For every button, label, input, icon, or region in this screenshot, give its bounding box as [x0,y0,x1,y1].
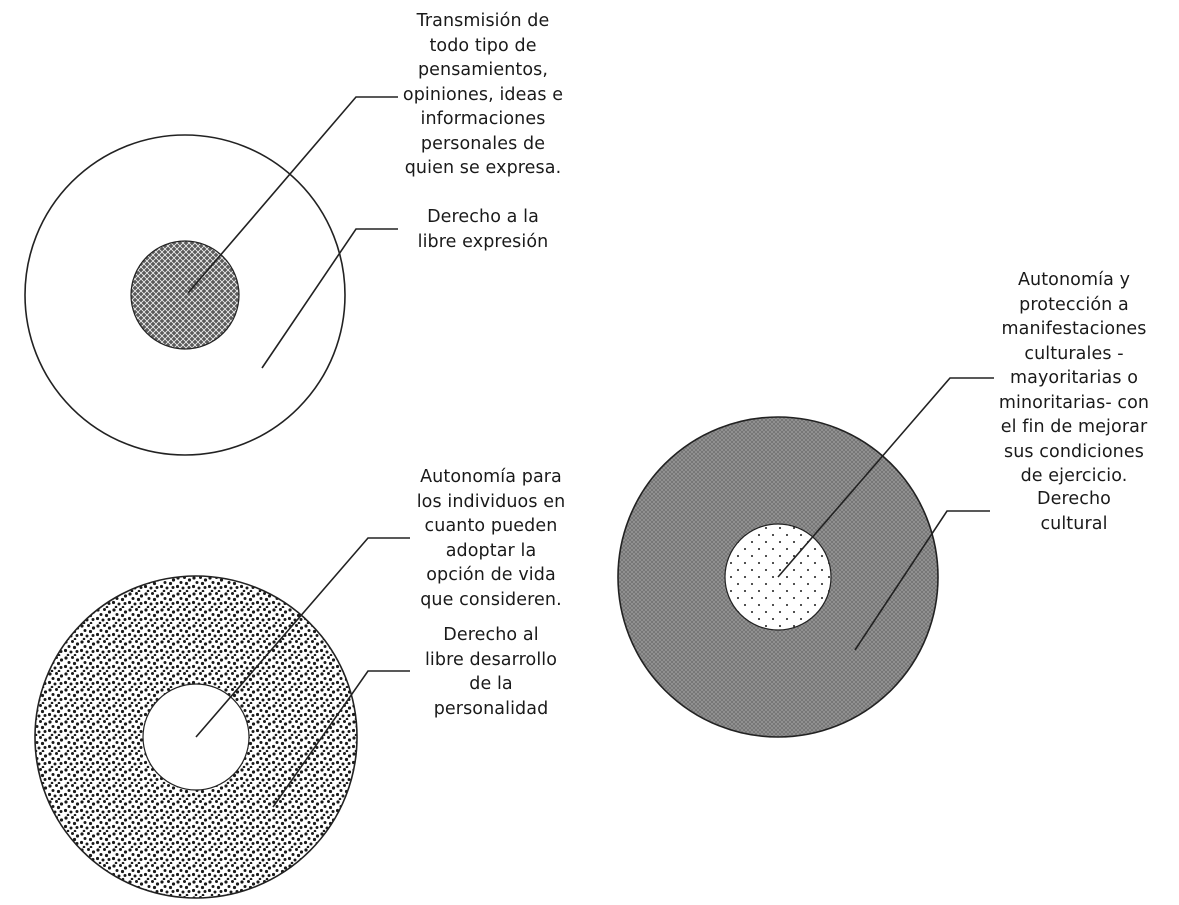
label-line: adoptar la [445,540,537,561]
label-line: Derecho a la [427,207,539,227]
label-line: personalidad [433,698,549,719]
label-line: opción de vida [426,565,556,585]
label-line: pensamientos, [417,60,549,80]
label-line: cultural [1040,513,1108,534]
label-line: el fin de mejorar [1000,417,1148,437]
label-line: sus condiciones [1004,441,1144,462]
label-line: Derecho al [443,625,539,645]
group-cultural [618,378,994,737]
label-derecho-libre-expresion [399,205,567,254]
label-line: protección a [1019,294,1129,315]
label-transmision [399,9,567,181]
label-line: Autonomía y [1017,270,1131,290]
label-line: Autonomía para [420,467,562,487]
label-line: mayoritarias o [1009,368,1139,388]
label-line: Derecho [1037,489,1111,509]
label-line: personales de [420,133,546,154]
label-line: libre desarrollo [424,649,558,670]
label-line: informaciones [420,109,546,129]
label-autonomia-proteccion [991,268,1157,489]
label-line: culturales - [1024,343,1124,364]
inner-circle-libre-expresion [131,241,239,349]
label-line: quien se expresa. [404,158,562,178]
label-line: minoritarias- con [998,392,1150,413]
label-autonomia-individuos [406,465,576,612]
label-line: de la [469,674,513,694]
label-line: los individuos en [416,491,566,512]
label-line: libre expresión [417,231,549,252]
label-derecho-cultural [991,487,1157,536]
label-line: que consideren. [420,589,562,610]
label-line: manifestaciones [1001,319,1147,339]
label-line: de ejercicio. [1020,466,1128,486]
label-line: Transmisión de [416,11,550,31]
group-desarrollo-personalidad [35,538,410,898]
group-libre-expresion [25,97,398,455]
label-derecho-desarrollo [406,623,576,721]
label-line: opiniones, ideas e [402,84,564,105]
label-line: cuanto pueden [424,516,558,536]
label-line: todo tipo de [429,35,537,56]
